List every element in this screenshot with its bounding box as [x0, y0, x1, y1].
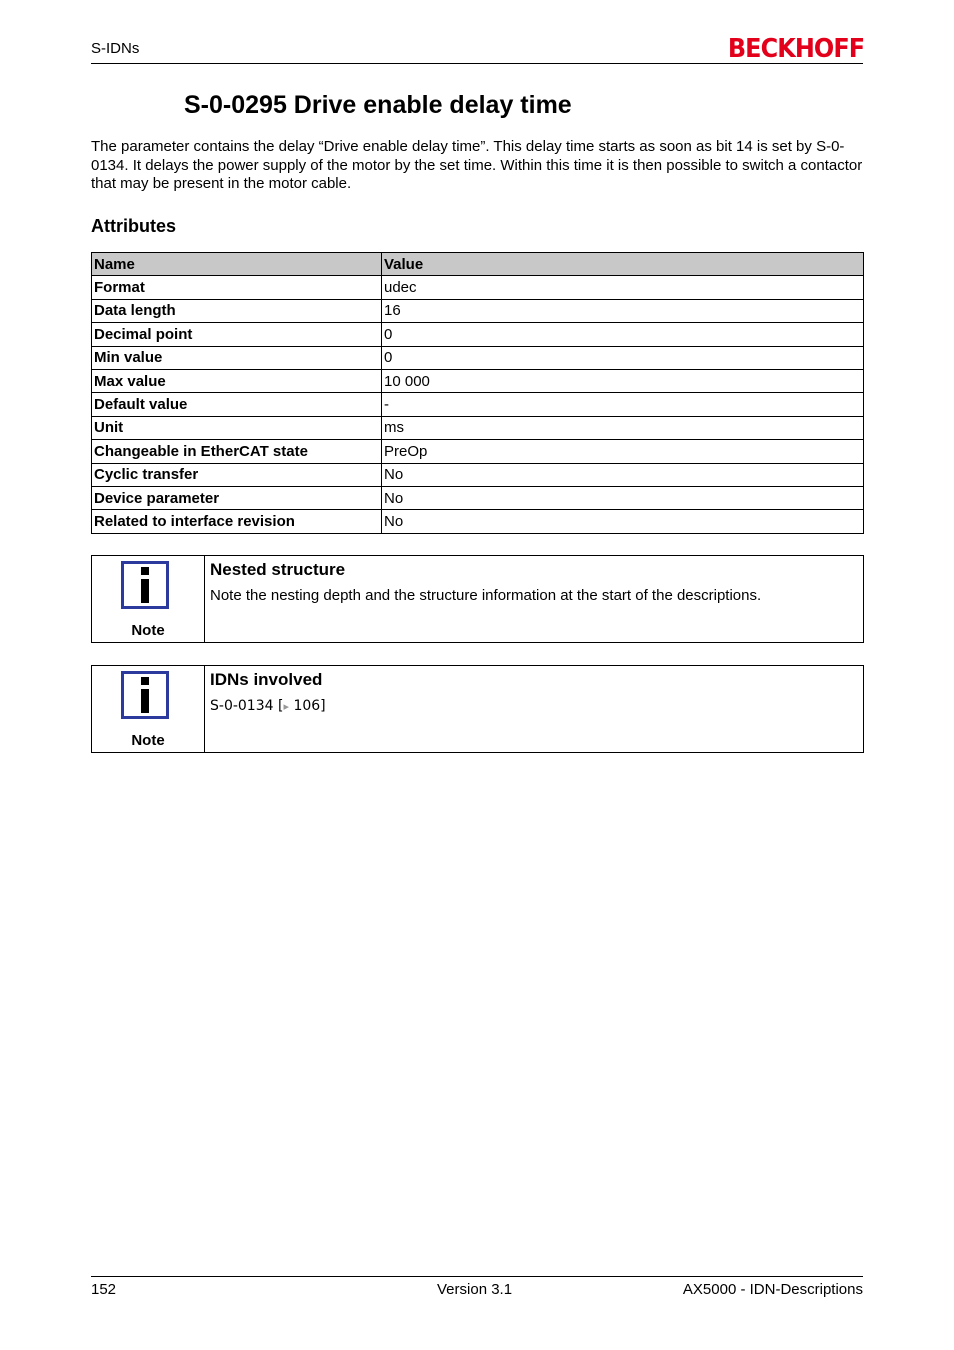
row-name: Max value: [92, 369, 382, 392]
row-name: Data length: [92, 299, 382, 322]
table-row: [92, 369, 864, 392]
beckhoff-logo: BECKHOFF: [727, 34, 864, 64]
note-title: Nested structure: [210, 560, 346, 579]
intro-paragraph: The parameter contains the delay “Drive enable delay time”. This delay time starts as soon as bit 14 is set by S-0-0134. It delays the power supply of the motor by the set time. Within this time it is then possible to switch a contactor that may be present in the motor cable.: [91, 138, 863, 192]
table-row: [92, 393, 864, 416]
row-name: Unit: [92, 416, 382, 439]
header-section-label: S-IDNs: [91, 40, 140, 57]
info-icon: [121, 671, 169, 719]
idn-link-page[interactable]: 106]: [293, 698, 326, 714]
row-value: 16: [382, 299, 864, 322]
row-name: Related to interface revision: [92, 510, 382, 533]
row-name: Default value: [92, 393, 382, 416]
row-value: PreOp: [382, 440, 864, 463]
idn-link-text[interactable]: S-0-0134 [: [210, 698, 284, 714]
page-arrow-icon: ▸: [283, 700, 289, 713]
table-row: [92, 299, 864, 322]
row-value: 0: [382, 323, 864, 346]
row-value: 0: [382, 346, 864, 369]
row-name: Decimal point: [92, 323, 382, 346]
info-icon: [121, 561, 169, 609]
footer-version: Version 3.1: [437, 1281, 513, 1298]
row-value: No: [382, 463, 864, 486]
row-value: ms: [382, 416, 864, 439]
table-row: [92, 486, 864, 509]
row-name: Device parameter: [92, 486, 382, 509]
row-value: No: [382, 510, 864, 533]
header-rule: [91, 63, 863, 64]
note-title: IDNs involved: [210, 670, 323, 689]
footer-page-number: 152: [91, 1281, 117, 1298]
table-row: [92, 323, 864, 346]
row-name: Format: [92, 276, 382, 299]
row-value: -: [382, 393, 864, 416]
table-row: [92, 510, 864, 533]
footer-rule: [91, 1276, 863, 1277]
note-text: Note the nesting depth and the structure information at the start of the descriptions.: [210, 587, 762, 604]
note-box-idns-involved: [91, 665, 864, 753]
column-header-name: Name: [92, 253, 382, 276]
table-row: [92, 416, 864, 439]
footer-document-title: AX5000 - IDN-Descriptions: [682, 1281, 863, 1298]
row-name: Min value: [92, 346, 382, 369]
page-title: S-0-0295 Drive enable delay time: [184, 91, 572, 119]
table-row: [92, 276, 864, 299]
table-row: [92, 346, 864, 369]
table-row: [92, 463, 864, 486]
attributes-heading: Attributes: [91, 216, 176, 236]
row-name: Changeable in EtherCAT state: [92, 440, 382, 463]
table-header-row: [92, 253, 864, 276]
attributes-table: [91, 252, 864, 534]
row-value: udec: [382, 276, 864, 299]
note-box-nested-structure: [91, 555, 864, 643]
row-value: 10 000: [382, 369, 864, 392]
note-label: Note: [131, 622, 165, 639]
row-value: No: [382, 486, 864, 509]
table-row: [92, 440, 864, 463]
row-name: Cyclic transfer: [92, 463, 382, 486]
idn-link-s-0-0134[interactable]: [210, 698, 858, 714]
column-header-value: Value: [382, 253, 864, 276]
note-label: Note: [131, 732, 165, 749]
